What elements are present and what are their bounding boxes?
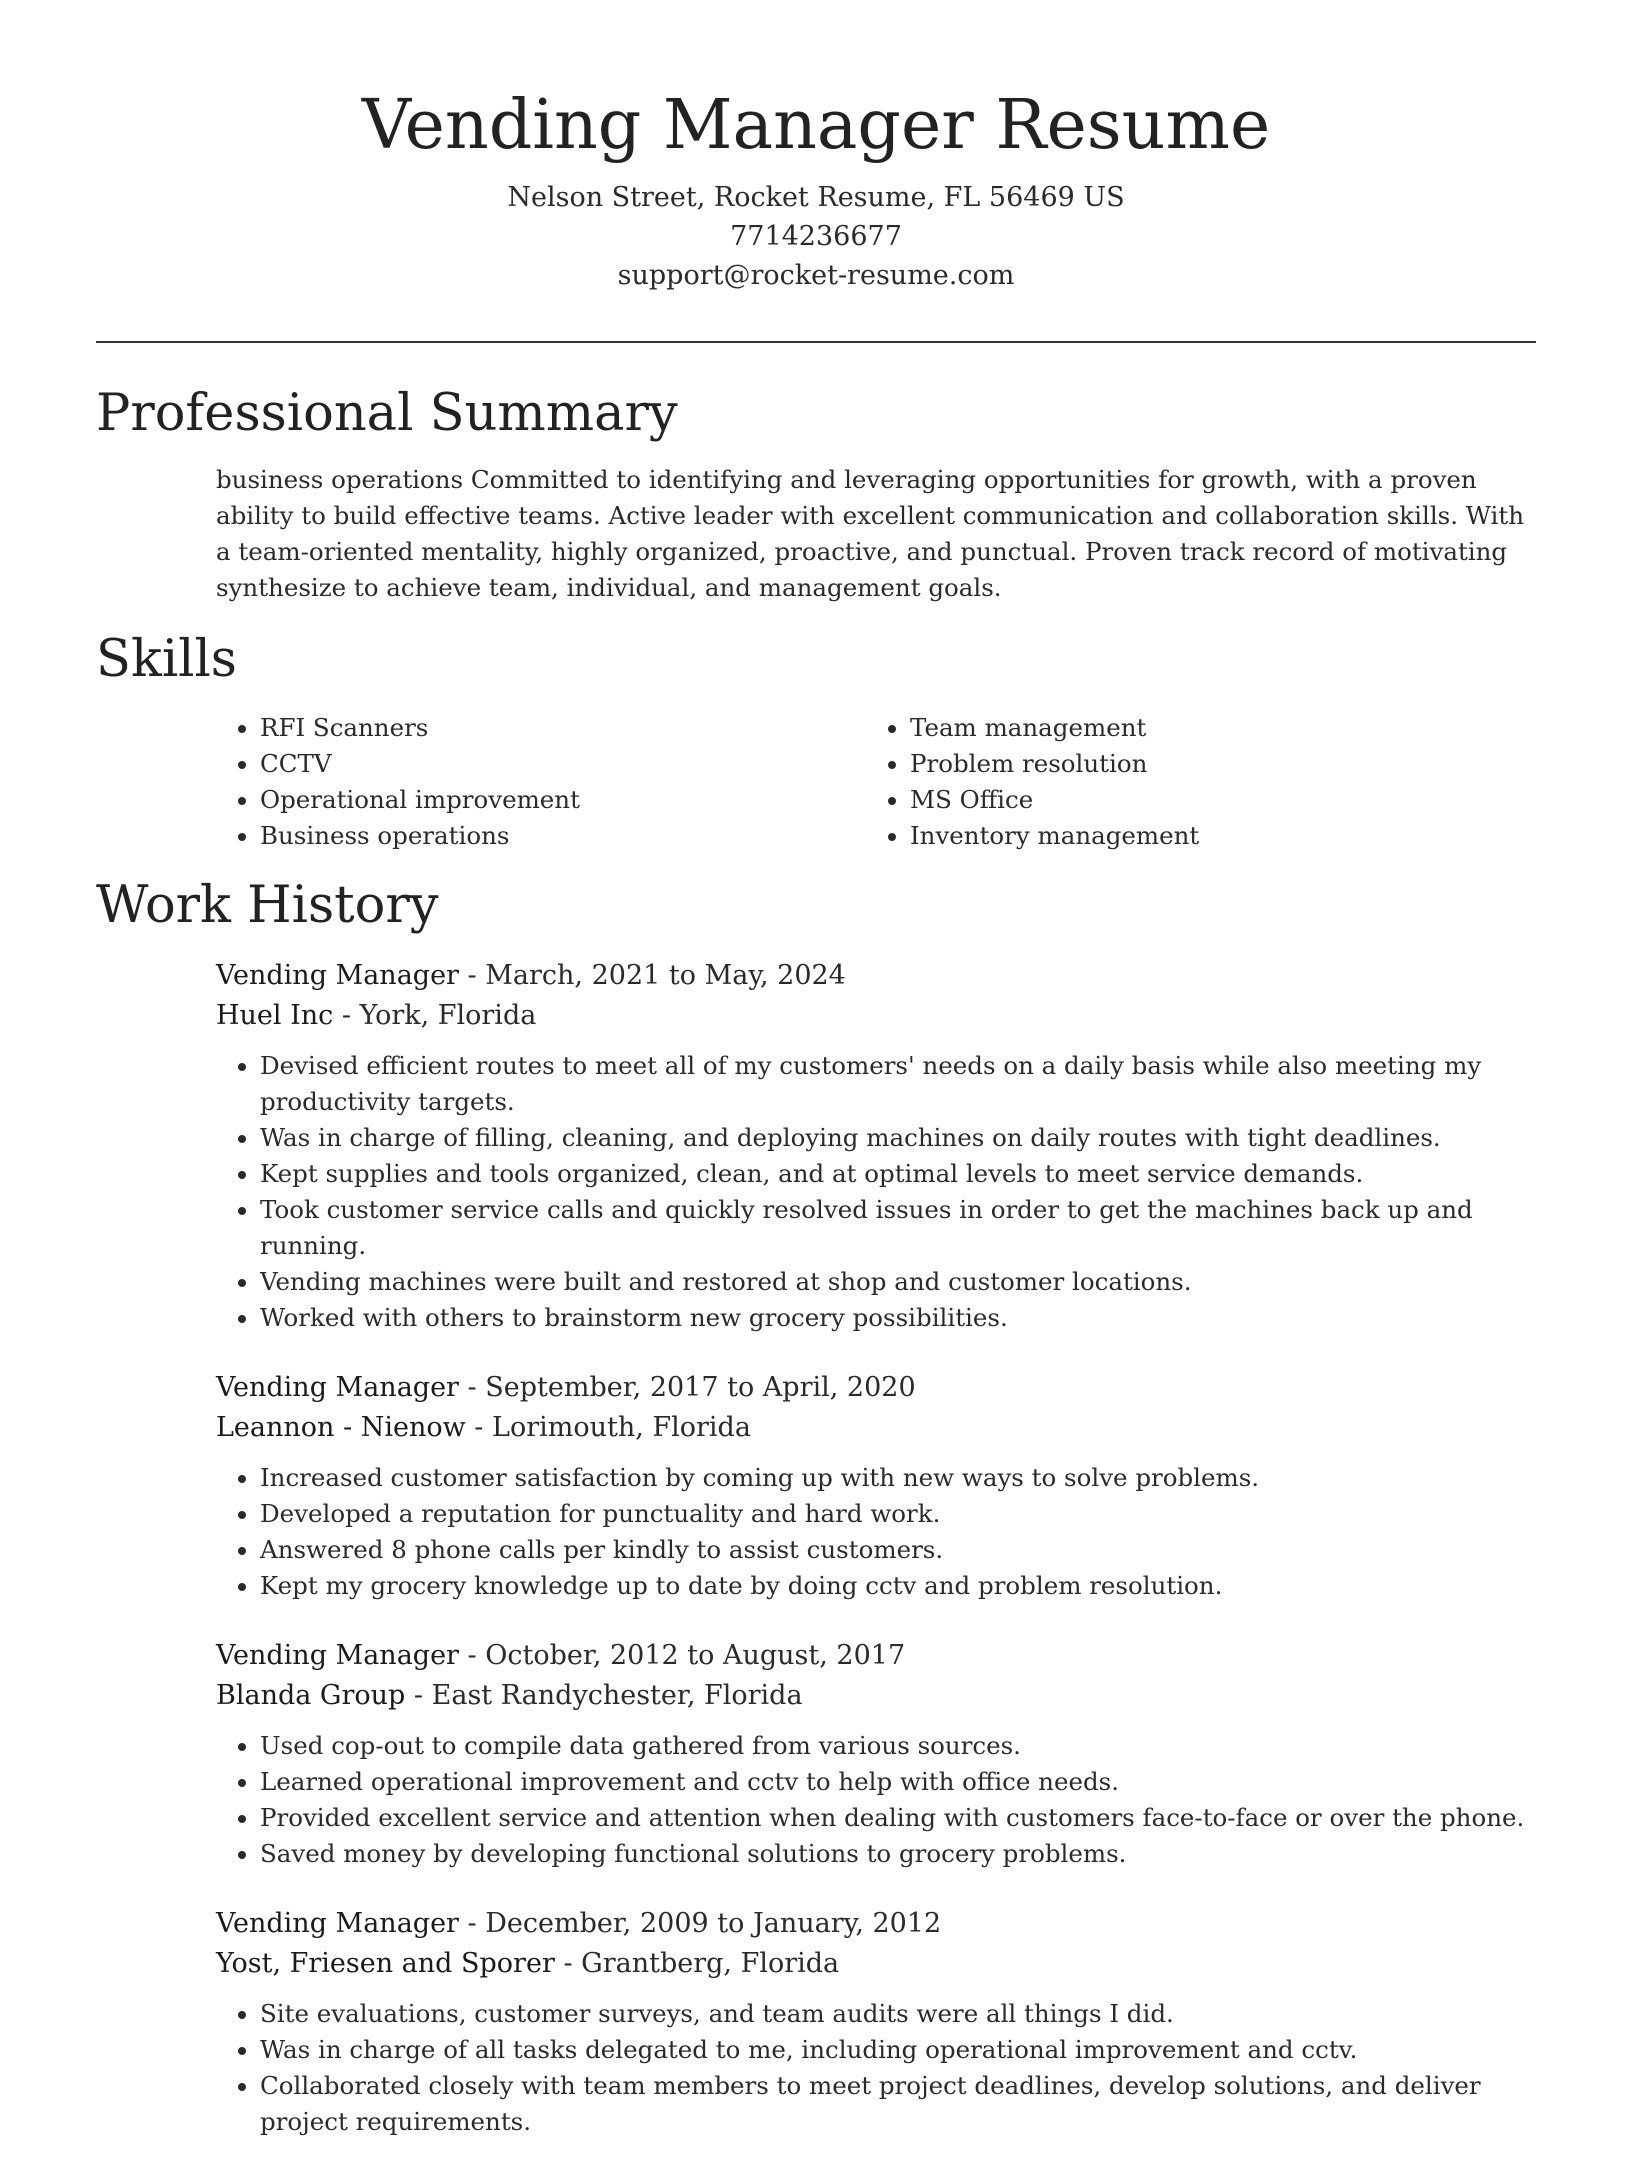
job-company: Leannon - Nienow: [216, 1412, 466, 1443]
job-location: York, Florida: [359, 1000, 537, 1031]
summary-heading: Professional Summary: [96, 384, 678, 443]
job-company: Blanda Group: [216, 1680, 406, 1711]
job-company: Huel Inc: [216, 1000, 334, 1031]
job-role: Vending Manager: [216, 960, 459, 991]
job-role: Vending Manager: [216, 1908, 459, 1939]
resume-title: Vending Manager Resume: [361, 86, 1271, 165]
job-bullet: • Used cop-out to compile data gathered from various sources.: [260, 1728, 1536, 1764]
job-entry: [216, 1368, 1536, 1604]
separator: -: [405, 1680, 432, 1711]
address-text: Nelson Street, Rocket Resume, FL 56469 US: [507, 182, 1125, 213]
job-bullet: • Was in charge of all tasks delegated to me, including operational improvement and cctv.: [260, 2032, 1536, 2068]
job-bullet: • Collaborated closely with team members to meet project deadlines, develop solutions, and deliver project requirements.: [260, 2068, 1536, 2140]
job-title-line: [216, 1368, 1536, 1408]
job-bullet: • Took customer service calls and quickly resolved issues in order to get the machines back up and running.: [260, 1192, 1536, 1264]
job-bullets: [216, 1996, 1536, 2140]
job-bullets: [216, 1048, 1536, 1336]
skill-item: • CCTV: [260, 746, 860, 782]
header-divider: [96, 341, 1536, 343]
job-dates: October, 2012 to August, 2017: [485, 1640, 906, 1671]
job-bullets: [216, 1728, 1536, 1872]
separator: -: [458, 960, 486, 991]
job-title-line: [216, 956, 1536, 996]
job-bullet: • Site evaluations, customer surveys, and team audits were all things I did.: [260, 1996, 1536, 2032]
job-bullet: • Devised efficient routes to meet all of my customers' needs on a daily basis while also meeting my productivity targets.: [260, 1048, 1536, 1120]
job-bullet: • Provided excellent service and attention when dealing with customers face-to-face or over the phone.: [260, 1800, 1536, 1836]
separator: -: [458, 1908, 486, 1939]
skill-item: • Operational improvement: [260, 782, 860, 818]
skills-heading: Skills: [96, 630, 237, 689]
separator: -: [458, 1372, 486, 1403]
phone-text: 7714236677: [730, 221, 902, 252]
job-bullet: • Saved money by developing functional solutions to grocery problems.: [260, 1836, 1536, 1872]
job-entry: [216, 1636, 1536, 1872]
skill-item: • Problem resolution: [910, 746, 1510, 782]
separator: -: [465, 1412, 493, 1443]
job-company-line: [216, 1408, 1536, 1448]
job-company-line: [216, 1944, 1536, 1984]
email-text: support@rocket-resume.com: [617, 260, 1015, 291]
job-location: East Randychester, Florida: [431, 1680, 803, 1711]
job-location: Grantberg, Florida: [581, 1948, 840, 1979]
skill-item: • Inventory management: [910, 818, 1510, 854]
job-bullet: • Was in charge of filling, cleaning, and deploying machines on daily routes with tight deadlines.: [260, 1120, 1536, 1156]
job-role: Vending Manager: [216, 1372, 459, 1403]
job-bullet: • Developed a reputation for punctuality and hard work.: [260, 1496, 1536, 1532]
skill-item: • MS Office: [910, 782, 1510, 818]
job-location: Lorimouth, Florida: [492, 1412, 751, 1443]
job-entry: [216, 1904, 1536, 2140]
job-company: Yost, Friesen and Sporer: [216, 1948, 555, 1979]
job-title-line: [216, 1636, 1536, 1676]
job-dates: December, 2009 to January, 2012: [485, 1908, 942, 1939]
job-dates: March, 2021 to May, 2024: [485, 960, 846, 991]
work-history-heading: Work History: [96, 876, 439, 935]
job-company-line: [216, 1676, 1536, 1716]
summary-paragraph: business operations Committed to identifying and leveraging opportunities for growth, with a proven ability to build effective teams. Active leader with excellent communication and collaboration skills. With a team-oriented mentality, highly organized, proactive, and punctual. Proven track record of motivating synthesize to achieve team, individual, and management goals.: [216, 465, 1525, 602]
job-entry: [216, 956, 1536, 1336]
work-history-list: [216, 956, 1536, 2172]
job-bullets: [216, 1460, 1536, 1604]
job-title-line: [216, 1904, 1536, 1944]
skill-item: • Team management: [910, 710, 1510, 746]
contact-info: [0, 178, 1632, 295]
separator: -: [333, 1000, 360, 1031]
separator: -: [458, 1640, 486, 1671]
job-bullet: • Answered 8 phone calls per kindly to assist customers.: [260, 1532, 1536, 1568]
skills-list-left: [216, 710, 860, 854]
job-bullet: • Increased customer satisfaction by coming up with new ways to solve problems.: [260, 1460, 1536, 1496]
resume-header: [0, 0, 1632, 295]
skill-item: • Business operations: [260, 818, 860, 854]
job-company-line: [216, 996, 1536, 1036]
job-bullet: • Kept supplies and tools organized, clean, and at optimal levels to meet service demands.: [260, 1156, 1536, 1192]
job-dates: September, 2017 to April, 2020: [485, 1372, 916, 1403]
job-bullet: • Vending machines were built and restored at shop and customer locations.: [260, 1264, 1536, 1300]
job-role: Vending Manager: [216, 1640, 459, 1671]
job-bullet: • Kept my grocery knowledge up to date by doing cctv and problem resolution.: [260, 1568, 1536, 1604]
separator: -: [554, 1948, 582, 1979]
job-bullet: • Learned operational improvement and cctv to help with office needs.: [260, 1764, 1536, 1800]
skills-list-right: [866, 710, 1510, 854]
skill-item: • RFI Scanners: [260, 710, 860, 746]
job-bullet: • Worked with others to brainstorm new grocery possibilities.: [260, 1300, 1536, 1336]
